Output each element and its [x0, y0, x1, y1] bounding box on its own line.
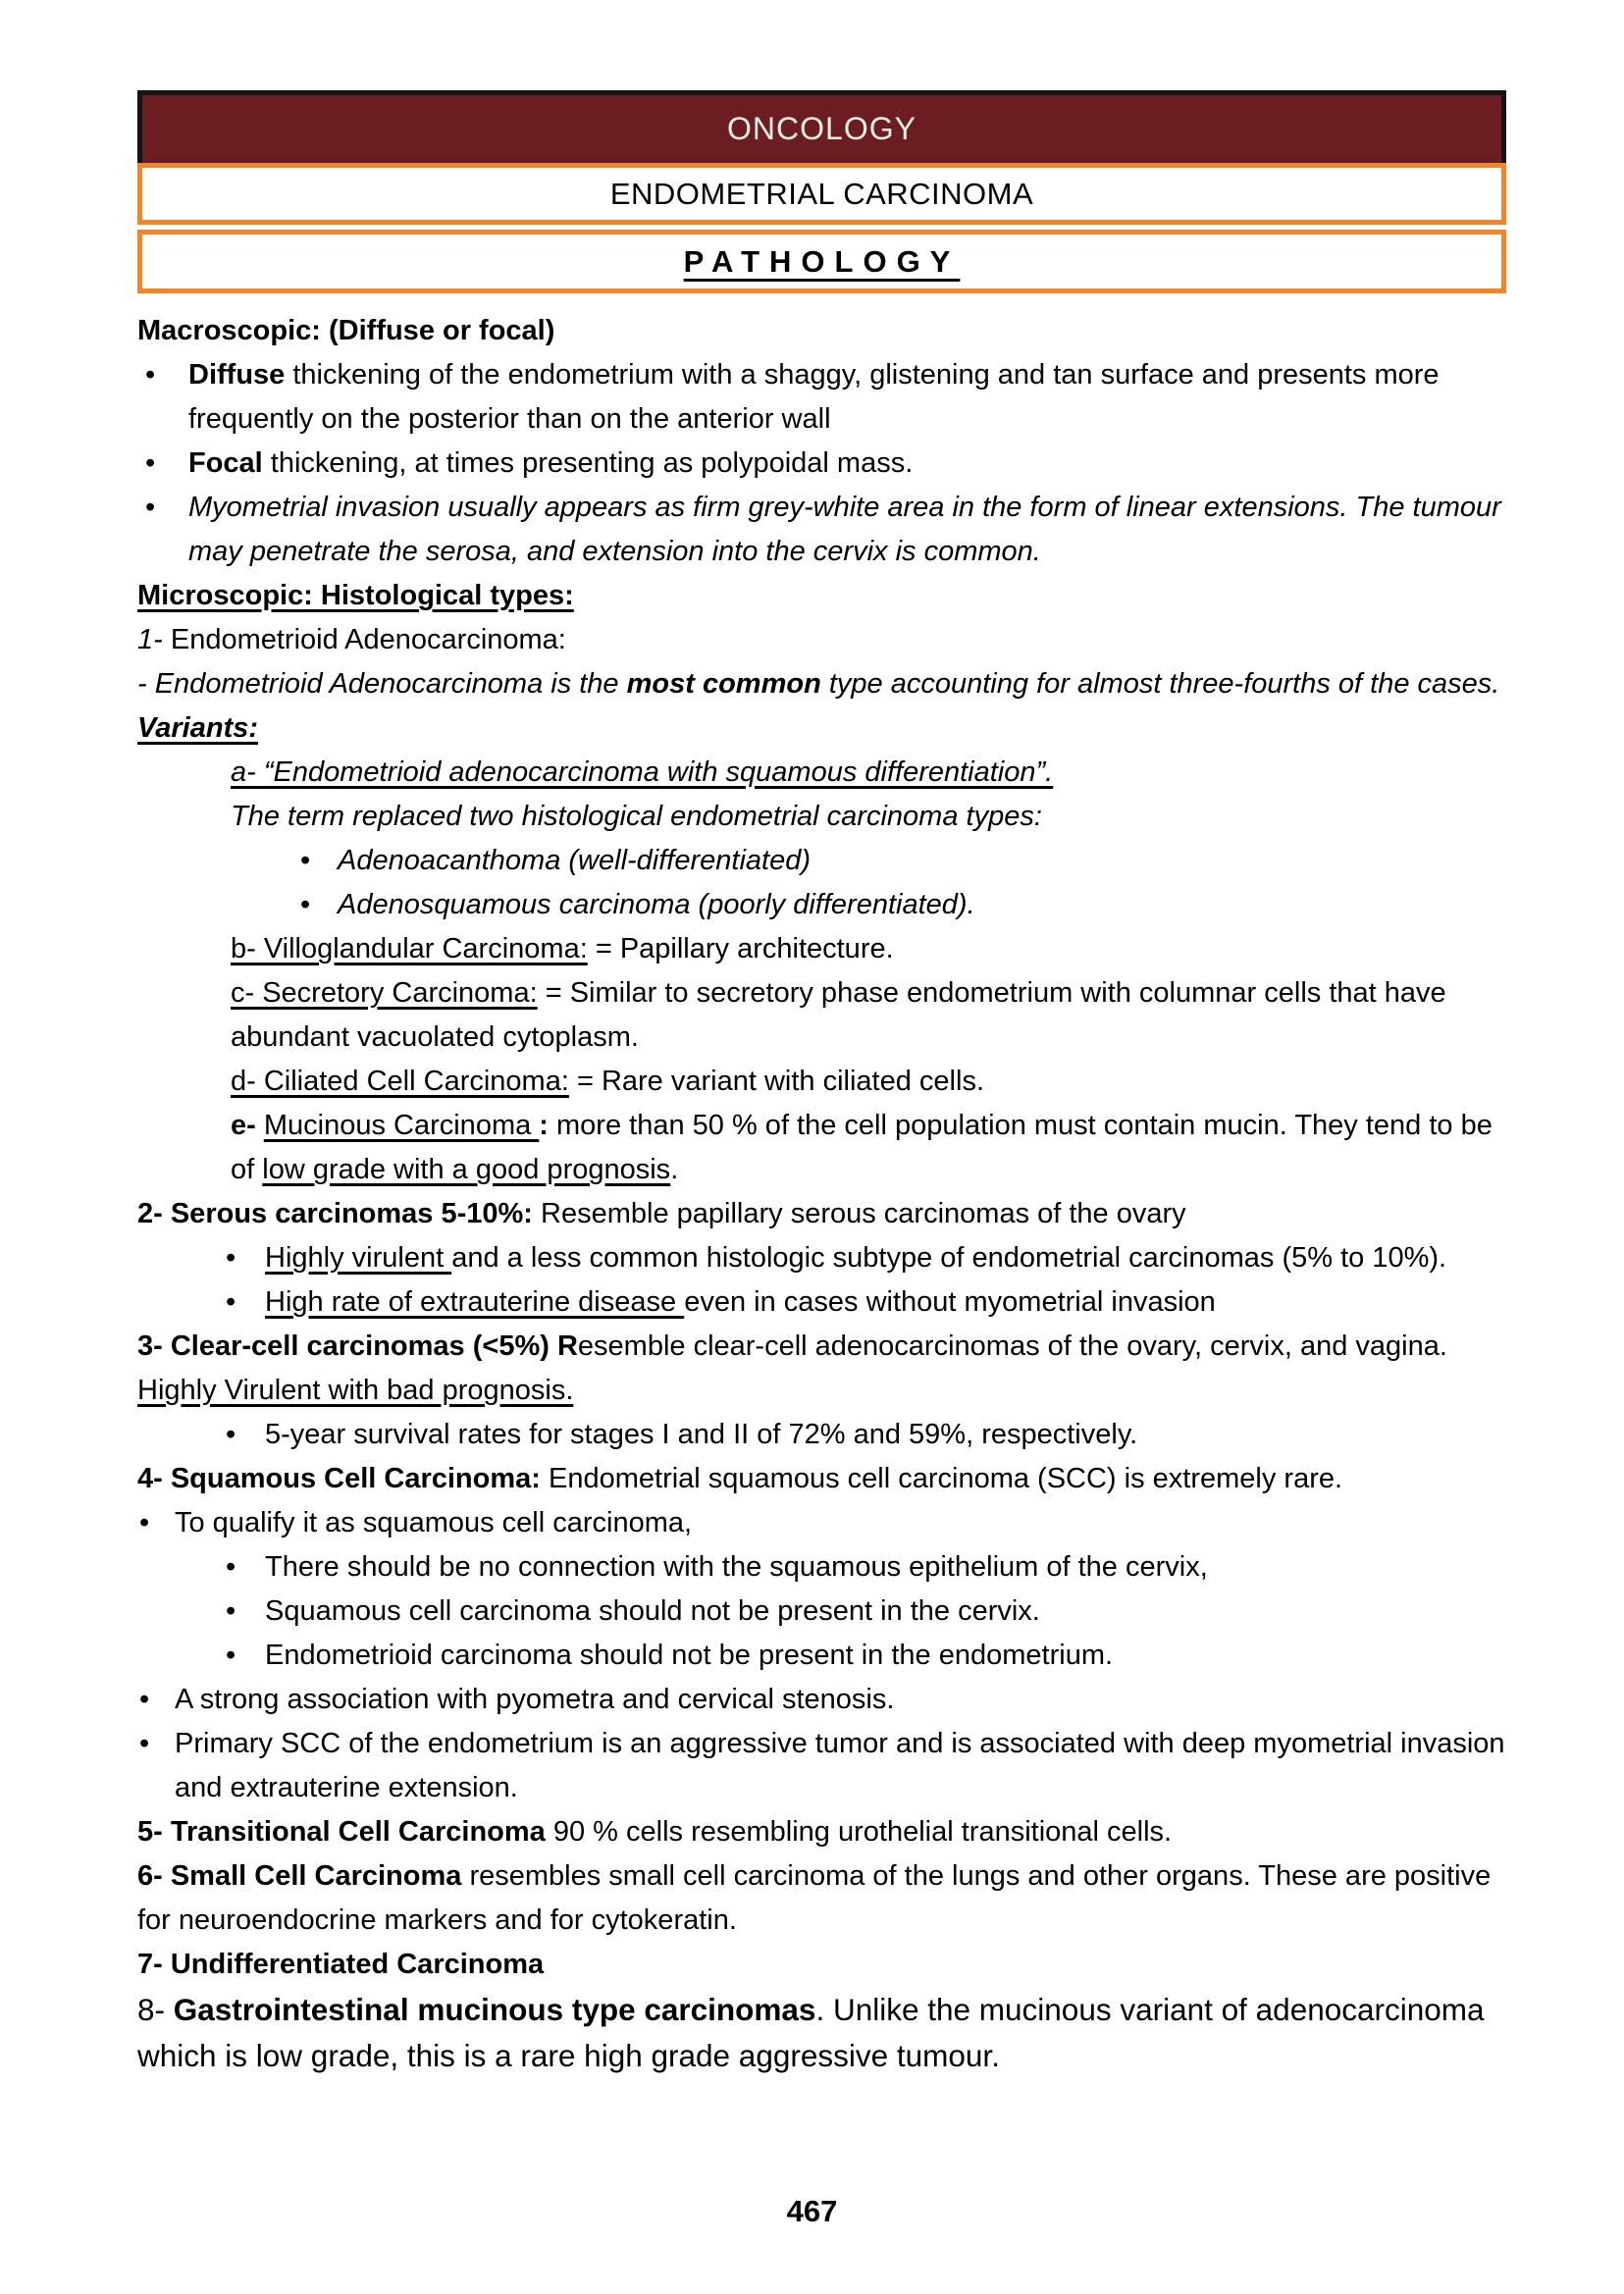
doc-heading-paragraph: [137, 1457, 1506, 1501]
text-run: - Endometrioid Adenocarcinoma is the: [137, 668, 627, 700]
text-run: Adenosquamous carcinoma (poorly differentiated).: [338, 889, 975, 920]
text-run: more than 50 % of the cell population must contain mucin. They tend to be of: [231, 1110, 1493, 1185]
text-run: resembles small cell carcinoma of the lungs and other organs. These are positive for neuroendocrine markers and for cytokeratin.: [137, 1860, 1492, 1936]
doc-heading-paragraph: [137, 1810, 1506, 1854]
doc-bullet-item: [137, 1634, 1506, 1678]
text-run: Focal: [188, 447, 263, 479]
text-run: Gastrointestinal mucinous type carcinomas: [173, 1992, 816, 2027]
text-run: 3- Clear-cell carcinomas (<5%) R: [137, 1330, 578, 1362]
text-run: d- Ciliated Cell Carcinoma:: [231, 1066, 569, 1097]
text-run: 8-: [137, 1992, 174, 2027]
doc-bullet-item: [137, 1413, 1506, 1457]
doc-heading-paragraph: [137, 618, 1506, 662]
text-run: Highly virulent: [265, 1242, 452, 1274]
text-run: The term replaced two histological endometrial carcinoma types:: [231, 801, 1042, 832]
text-run: Resemble papillary serous carcinomas of the ovary: [532, 1198, 1186, 1229]
subject-title: ENDOMETRIAL CARCINOMA: [609, 176, 1034, 211]
text-run: High rate of extrauterine disease: [265, 1286, 685, 1318]
text-run: Diffuse: [188, 359, 286, 391]
doc-heading-paragraph: [137, 662, 1506, 706]
text-run: 5-year survival rates for stages I and II of 72% and 59%, respectively.: [265, 1419, 1138, 1450]
text-run: most common: [626, 668, 821, 700]
text-run: a- “Endometrioid adenocarcinoma with squamous differentiation”.: [231, 756, 1054, 788]
doc-heading-paragraph: [137, 309, 1506, 353]
text-run: A strong association with pyometra and cervical stenosis.: [175, 1684, 895, 1715]
text-run: thickening, at times presenting as polypoidal mass.: [262, 447, 914, 479]
text-run: b- Villoglandular Carcinoma:: [231, 933, 588, 965]
doc-bullet-item: [137, 1236, 1506, 1280]
doc-paragraph: [137, 971, 1506, 1060]
doc-paragraph: [137, 1987, 1506, 2079]
text-run: Endometrioid carcinoma should not be present in the endometrium.: [265, 1640, 1114, 1671]
doc-paragraph: [137, 1060, 1506, 1104]
text-run: even in cases without myometrial invasion: [684, 1286, 1216, 1318]
text-run: = Papillary architecture.: [587, 933, 894, 965]
text-run: c- Secretory Carcinoma:: [231, 977, 538, 1009]
doc-paragraph: [137, 751, 1506, 795]
bullet-marker: •: [139, 1728, 150, 1759]
document-body: [137, 309, 1506, 2079]
doc-heading-paragraph: [137, 1854, 1506, 1943]
text-run: = Rare variant with ciliated cells.: [568, 1066, 984, 1097]
text-run: thickening of the endometrium with a shaggy, glistening and tan surface and presents more frequently on the posterior than on the anterior wall: [188, 359, 1440, 435]
text-run: . Unlike the mucinous variant of adenocarcinoma which is low grade, this is a rare high grade aggressive tumour.: [137, 1992, 1485, 2073]
text-run: Endometrioid Adenocarcinoma:: [162, 624, 566, 655]
text-run: Adenoacanthoma (well-differentiated): [338, 845, 811, 876]
doc-heading-paragraph: [137, 1192, 1506, 1236]
bullet-marker: •: [300, 845, 311, 876]
bullet-marker: •: [226, 1640, 236, 1671]
text-run: 4- Squamous Cell Carcinoma:: [137, 1463, 541, 1494]
text-run: 2- Serous carcinomas 5-10%:: [137, 1198, 533, 1229]
text-run: 5- Transitional Cell Carcinoma: [137, 1816, 546, 1848]
bullet-marker: •: [139, 1507, 150, 1538]
text-run: 7- Undifferentiated Carcinoma: [137, 1949, 545, 1980]
text-run: Endometrial squamous cell carcinoma (SCC) is extremely rare.: [540, 1463, 1343, 1494]
doc-heading-paragraph: [137, 1943, 1506, 1987]
text-run: Highly Virulent with bad prognosis.: [137, 1375, 574, 1406]
text-run: There should be no connection with the squamous epithelium of the cervix,: [265, 1551, 1208, 1583]
text-run: 6- Small Cell Carcinoma: [137, 1860, 462, 1892]
doc-heading-paragraph: [137, 706, 1506, 751]
bullet-marker: •: [145, 447, 156, 479]
text-run: 1-: [137, 624, 163, 655]
text-run: .: [670, 1154, 679, 1185]
bullet-marker: •: [226, 1419, 236, 1450]
bullet-marker: •: [139, 1684, 150, 1715]
text-run: esemble clear-cell adenocarcinomas of the ovary, cervix, and vagina.: [577, 1330, 1447, 1362]
text-run: :: [539, 1110, 549, 1141]
text-run: Primary SCC of the endometrium is an aggressive tumor and is associated with deep myometrial invasion and extrauterine extension.: [175, 1728, 1505, 1803]
text-run: low grade with a good prognosis: [262, 1154, 671, 1185]
text-run: Mucinous Carcinoma: [263, 1110, 540, 1141]
oncology-banner: [137, 90, 1506, 163]
bullet-marker: •: [226, 1595, 236, 1627]
text-run: 90 % cells resembling urothelial transitional cells.: [545, 1816, 1173, 1848]
text-run: Myometrial invasion usually appears as firm grey-white area in the form of linear extensions. The tumour may penetrate the serosa, and extension into the cervix is common.: [188, 492, 1501, 567]
doc-bullet-item: [137, 1545, 1506, 1590]
doc-bullet-item: [137, 1678, 1506, 1722]
doc-bullet-item: [137, 1722, 1506, 1810]
bullet-marker: •: [145, 359, 156, 391]
bullet-marker: •: [145, 492, 156, 523]
bullet-marker: •: [226, 1286, 236, 1318]
text-run: e-: [231, 1110, 264, 1141]
doc-bullet-item: [137, 839, 1506, 883]
doc-heading-paragraph: [137, 1325, 1506, 1413]
doc-bullet-item: [137, 442, 1506, 486]
doc-paragraph: [137, 795, 1506, 839]
bullet-marker: •: [226, 1551, 236, 1583]
doc-bullet-item: [137, 1501, 1506, 1545]
oncology-banner-label: ONCOLOGY: [727, 111, 917, 146]
section-title: PATHOLOGY: [683, 243, 961, 279]
text-run: Microscopic: Histological types:: [137, 580, 574, 611]
subject-title-box: [137, 163, 1506, 225]
text-run: = Similar to secretory phase endometrium with columnar cells that have abundant vacuolated cytoplasm.: [231, 977, 1446, 1053]
text-run: Variants:: [137, 712, 259, 744]
doc-paragraph: [137, 1104, 1506, 1192]
text-run: and a less common histologic subtype of endometrial carcinomas (5% to 10%).: [451, 1242, 1447, 1274]
doc-heading-paragraph: [137, 574, 1506, 618]
bullet-marker: •: [300, 889, 311, 920]
doc-paragraph: [137, 927, 1506, 971]
bullet-marker: •: [226, 1242, 236, 1274]
page-number: 467: [786, 2194, 838, 2228]
doc-bullet-item: [137, 486, 1506, 574]
doc-bullet-item: [137, 353, 1506, 442]
section-title-box: [137, 230, 1506, 293]
text-run: Squamous cell carcinoma should not be present in the cervix.: [265, 1595, 1040, 1627]
text-run: type accounting for almost three-fourths of the cases.: [820, 668, 1500, 700]
doc-bullet-item: [137, 1280, 1506, 1325]
doc-bullet-item: [137, 1590, 1506, 1634]
doc-bullet-item: [137, 883, 1506, 927]
text-run: Macroscopic: (Diffuse or focal): [137, 315, 555, 346]
text-run: To qualify it as squamous cell carcinoma,: [175, 1507, 693, 1538]
